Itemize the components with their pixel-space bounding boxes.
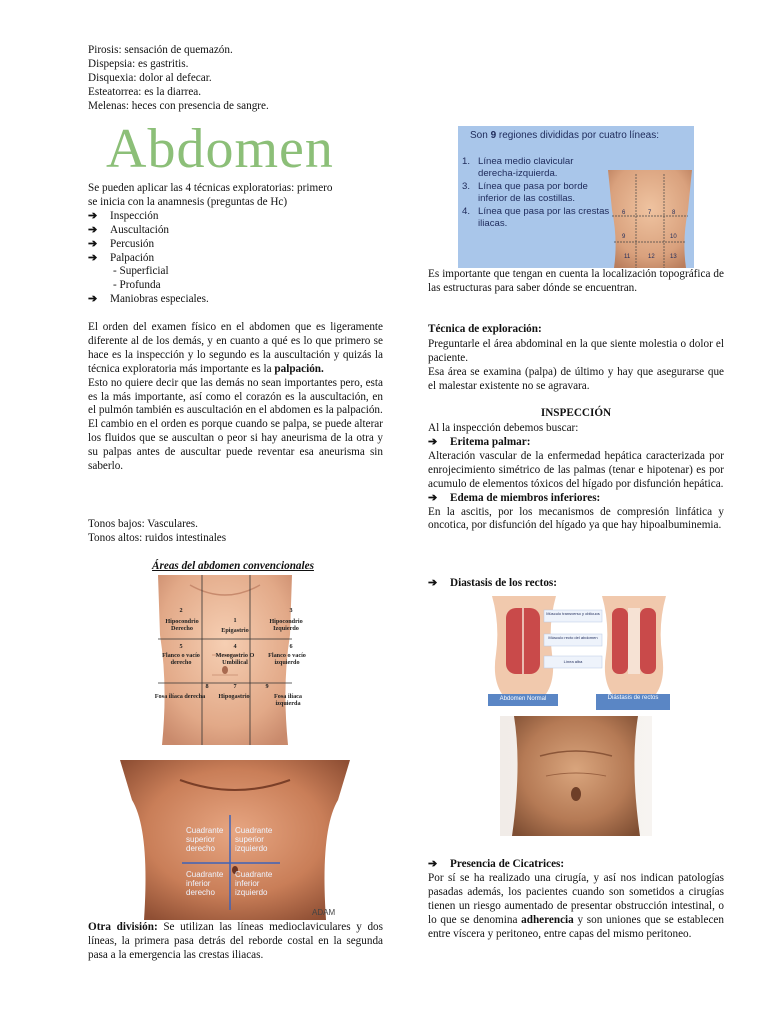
diastasis-caption-normal: Abdomen Normal <box>499 696 547 702</box>
scars-heading-row <box>428 858 564 872</box>
glossary-item: Dispepsia: es gastritis. <box>88 57 189 70</box>
order-paragraphs <box>88 321 383 474</box>
scars-heading: Presencia de Cicatrices: <box>450 858 565 870</box>
region-label: Fosa ilíaca derecha <box>154 693 206 700</box>
erythema-heading: Eritema palmar: <box>450 436 531 448</box>
tone-line: Tonos bajos: Vasculares. <box>88 518 198 530</box>
technique-item: ➔ Percusión <box>88 237 155 250</box>
diastasis-figure <box>484 594 674 712</box>
quadrant-label: Cuadrante inferior derecho <box>186 870 224 897</box>
arrow-icon: ➔ <box>428 577 438 589</box>
abdomen-photo-illustration <box>500 716 652 858</box>
location-text: Es importante que tengan en cuenta la localización topográfica de las estructuras para saber dónde se encuentran. <box>428 268 724 294</box>
region-number: 7 <box>233 683 237 690</box>
quadrants-figure <box>120 760 350 920</box>
order-paragraph-1: El orden del examen físico en el abdomen que es ligeramente diferente al de los demás, y en cuanto a qué es lo que primero se hace es la inspección y lo segundo es la auscultación y quizás la técnica exploratoria más importante es la palpación. <box>88 321 383 375</box>
technique-text: Preguntarle el área abdominal en la que siente molestia o dolor el paciente. Esa área se examina (palpa) de último y hay que asegurarse que el malestar existente no se agravara. <box>428 338 724 392</box>
region-label: Mesogastrio O Umbilical <box>215 652 255 666</box>
palpation-subitem: - Profunda <box>113 279 161 292</box>
diastasis-label: Línea alba <box>563 659 583 664</box>
diastasis-label: Músculo transverso y oblicuos <box>546 611 600 616</box>
arrow-icon: ➔ <box>428 491 438 504</box>
region-number: 1 <box>233 617 237 624</box>
region-number: 5 <box>179 643 183 650</box>
arrow-icon: ➔ <box>88 223 98 236</box>
regions-list-item: 4. Línea que pasa por las crestas iliacas. <box>462 205 610 230</box>
technique-heading: Técnica de exploración: <box>428 323 542 335</box>
glossary-item: Melenas: heces con presencia de sangre. <box>88 99 269 112</box>
region-label: Flanco o vacío izquierdo <box>268 652 306 666</box>
scars-text: Por sí se ha realizado una cirugía, y así nos indican patologías pasadas además, los pacientes cuando son sometidos a cirugías tienen un riesgo aumentado de presentar obstrucción intestinal, o lo que se denomina adherencia y son uniones que se establecen entre víscera y peritoneo, entre capas del mismo peritoneo. <box>428 872 724 940</box>
technique-item: ➔ Palpación <box>88 251 155 264</box>
areas-figure-title: Áreas del abdomen convencionales <box>152 560 314 572</box>
intro <box>88 182 388 307</box>
technique-item: ➔ Inspección <box>88 209 159 222</box>
regions-info-box <box>458 126 694 268</box>
region-number: 11 <box>624 254 631 260</box>
erythema-text: Alteración vascular de la enfermedad hepática caracterizada por enrojecimiento simétrico de las palmas (tenar e hipotenar) es por acumulo de elementos tóxicos del hígado por disfunción hepática. <box>428 449 724 490</box>
intro-line: se inicia con la anamnesis (preguntas de Hc) <box>88 195 288 208</box>
region-label: Hipocondrio Izquierdo <box>269 618 303 632</box>
glossary <box>88 44 388 114</box>
region-number: 13 <box>670 254 677 260</box>
region-label: Epigastrio <box>221 627 249 634</box>
region-label: Flanco o vacío derecho <box>162 652 200 666</box>
region-number: 9 <box>622 234 626 240</box>
diastasis-heading: Diastasis de los rectos: <box>450 577 557 589</box>
palpation-subitem: - Superficial <box>113 265 169 278</box>
arrow-icon: ➔ <box>88 251 98 264</box>
diastasis-caption-diastasis: Diástasis de rectos <box>607 695 659 701</box>
order-paragraph-3: El cambio en el orden es porque cuando se palpa, se puede alterar los fluidos que se auscultan o peor si hay aneurisma de la otra y su palpas antes de auscultar puede reventar esa aneurisma sin saberlo. <box>88 418 383 473</box>
region-label: Hipogastrio <box>218 693 250 700</box>
quadrant-label: Cuadrante superior derecho <box>186 826 224 853</box>
erythema-section <box>428 436 724 533</box>
inspection-intro: Al la inspección debemos buscar: <box>428 422 579 434</box>
diastasis-label: Músculo recto del abdomen <box>548 635 598 640</box>
technique-item: ➔ Maniobras especiales. <box>88 293 209 306</box>
glossary-item: Disquexia: dolor al defecar. <box>88 71 212 84</box>
abdomen-photo <box>500 716 652 858</box>
order-paragraph-2: Esto no quiere decir que las demás no sean importantes pero, esta es la más importante, así como el corazón es la auscultación, en el pulmón también es auscultación en el abdomen es la palpación. <box>88 376 383 417</box>
regions-list-item: 1. Línea medio clavicular derecha-izquierda. <box>462 156 574 180</box>
region-number: 8 <box>205 683 209 690</box>
arrow-icon: ➔ <box>88 209 98 222</box>
region-number: 12 <box>648 254 655 260</box>
regions-list <box>462 156 610 230</box>
region-number: 3 <box>289 607 293 614</box>
region-label: Fosa ilíaca izquierda <box>273 693 302 707</box>
region-number: 10 <box>670 234 677 240</box>
intro-line: Se pueden aplicar las 4 técnicas exploratorias: primero <box>88 182 333 194</box>
quadrant-label: Cuadrante inferior izquierdo <box>235 870 273 897</box>
adam-logo: ADAM <box>312 908 336 917</box>
region-number: 9 <box>265 683 269 690</box>
regions-list-item: 3. Línea que pasa por borde inferior de las costillas. <box>462 180 588 205</box>
other-division: Otra división: Se utilizan las líneas medioclaviculares y dos líneas, la primera pasa detrás del reborde costal en la segunda pasa a la emergencia las crestas iliacas. <box>88 921 383 961</box>
arrow-icon: ➔ <box>428 436 438 448</box>
regions-box-title: Son 9 regiones divididas por cuatro líneas: <box>470 130 660 141</box>
region-number: 6 <box>289 643 293 650</box>
diastasis-heading-row <box>428 577 557 591</box>
region-number: 6 <box>622 210 626 216</box>
arrow-icon: ➔ <box>88 293 98 306</box>
arrow-icon: ➔ <box>428 858 438 870</box>
quadrant-label: Cuadrante superior izquierdo <box>235 826 273 853</box>
nine-regions-figure <box>150 575 306 745</box>
region-label: Hipocondrio Derecho <box>165 618 199 632</box>
region-number: 8 <box>672 210 676 216</box>
region-number: 4 <box>233 643 237 650</box>
tone-line: Tonos altos: ruidos intestinales <box>88 531 227 544</box>
tones <box>88 518 388 546</box>
technique-item: ➔ Auscultación <box>88 223 170 236</box>
edema-heading: Edema de miembros inferiores: <box>450 491 601 504</box>
arrow-icon: ➔ <box>88 237 98 250</box>
glossary-item: Pirosis: sensación de quemazón. <box>88 44 233 56</box>
page-title: Abdomen <box>106 118 334 180</box>
edema-text: En la ascitis, por los mecanismos de compresión linfática y oncotica, por disfunción del hígado ya que hay hipoalbuminemia. <box>428 505 724 532</box>
glossary-item: Esteatorrea: es la diarrea. <box>88 85 202 98</box>
region-number: 2 <box>179 607 183 614</box>
inspection-heading: INSPECCIÓN <box>540 407 612 419</box>
region-number: 7 <box>648 210 652 216</box>
